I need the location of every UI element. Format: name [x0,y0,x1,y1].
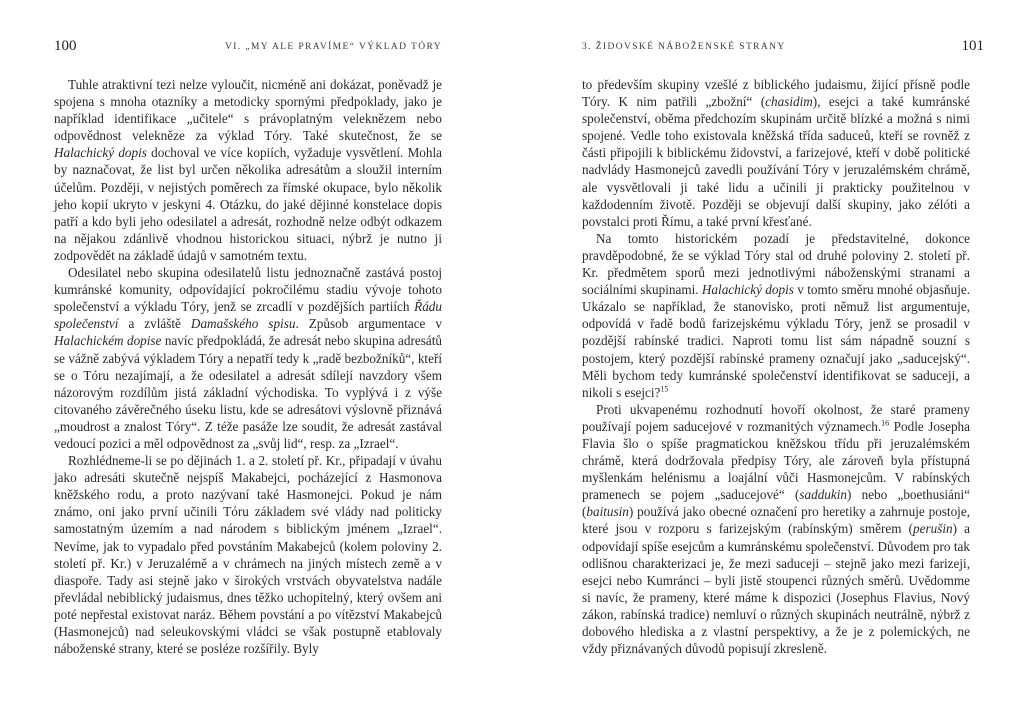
text-run: v tomto směru mnohé objasňuje. Ukázalo se například, že stanovisko, proti němuž list argumentuje, odpovídá v řadě bodů farizejskému výkladu Tóry, jenž se prosadil v pozdější rabínské tradici. Naproti tomu list sám nápadně souzní s postojem, který pozdější rabínské prameny označují jako „saducejský“. Měli bychom tedy kumránské společenství identifikovat se saduceji, a nikoli s esejci? [582,282,971,400]
italic-title: saddukin [799,487,847,503]
text-run: Odesilatel nebo skupina odesilatelů listu jednoznačně zastává postoj kumránské komunity, odpovídající pokročilému stadiu vývoje tohoto společenství a výkladu Tóry, jenž se zrcadlí v pozdějších partiích [54,265,442,315]
text-run: to především skupiny vzešlé z biblického judaismu, žijící přísně podle Tóry. K nim patřili „zbožní“ ( [582,77,970,110]
text-run: navíc předpokládá, že adresát nebo skupina adresátů se vážně zabývá výkladem Tóry a nepatří tedy k „radě bezbožníků“, kteří se o Tóru nezajímají, a že odesilatel a adresát sdílejí navzdory všem názorovým rozdílům jistá základní východiska. To vyplývá i z výše citovaného závěrečného úseku listu, kde se adresátovi výslovně přiznává „moudrost a znalost Tóry“. Z téže pasáže lze soudit, že adresát zastával vedoucí pozici a měl odpovědnost za „svůj lid“, resp. za „Izrael“. [54,333,442,451]
footnote-ref: 15 [660,384,669,394]
running-head: VI. „MY ALE PRAVÍME“ VÝKLAD TÓRY [224,42,442,52]
italic-title: Damašského spisu [190,316,296,332]
text-run: ) nebo „boethusiáni“ ( [582,487,970,520]
right-page [512,0,1024,724]
text-run: Tuhle atraktivní tezi nelze vyloučit, nicméně ani dokázat, poněvadž je spojena s mnoha otazníky a metodicky spornými předpoklady, jako je například identifikace „učitele“ s právoplatným veleknězem nebo odpovědnost velekněze za výklad Tóry. Také skutečnost, že se [54,77,442,144]
italic-title: Halachický dopis [54,145,147,161]
paragraph [582,230,970,401]
text-run: ), esejci a také kumránské společenství, oběma předchozím skupinám určitě blízké a možná s nimi spojené. Vedle toho existovala kněžská třída saduceů, kteří se rovněž z části připojili k biblickému židovství, a farizejové, kteří v době politické nadvlády Hasmonejců zavedli používání Tóry v jeruzalémském chrámě, ale vysvětlovali ji také lidu a učinili ji prakticky použitelnou v každodenním životě. Později se objevují další skupiny, jako zélóti a povstalci proti Římu, a také první křesťané. [582,94,971,229]
text-run: Rozhlédneme-li se po dějinách 1. a 2. století př. Kr., připadají v úvahu jako adresáti skutečně nejspíš Makabejci, pocházející z Hasmonova kněžského rodu, a proto nazývaní také Hasmonejci. Pokud je nám známo, oni jako první učinili Tóru základem své vlády nad politicky samostatným územím a nad národem s biblickým jménem „Izrael“. Nevíme, jak to vypadalo před povstáním Makabejců (kolem poloviny 2. století př. Kr.) v Jeruzalémě a v chrámech na jiných místech země a v diaspoře. Tady asi stejně jako v širokých vrstvách obyvatelstva nadále převládal nebiblický judaismus, dnes těžko uchopitelný, který ovšem ani poté nepřestal existovat naráz. Během povstání a po vítězství Makabejců (Hasmonejců) nad seleukovskými vládci se však postupně etablovaly náboženské strany, které se posléze rozšířily. Byly [54,453,442,657]
italic-title: Halachickém dopise [54,333,162,349]
text-run: Proti ukvapenému rozhodnutí hovoří okolnost, že staré prameny používají pojem saducejové v rozmanitých významech. [582,401,970,434]
page-number: 100 [54,38,77,54]
body-text [54,76,442,657]
paragraph [582,76,970,230]
running-head: 3. ŽIDOVSKÉ NÁBOŽENSKÉ STRANY [582,42,786,52]
paragraph [54,452,442,657]
paragraph [582,401,970,657]
italic-title: Řádu společenství [54,299,442,332]
text-run: Podle Josepha Flavia šlo o spíše pragmatickou kněžskou třídu při jeruzalémském chrámě, která dodržovala předpisy Tóry, ale zároveň byla přístupná myšlenkám helénismu a loajální vůči Hasmonejcům. V rabínských pramenech se pojem „saducejové“ ( [582,418,970,503]
paragraph [54,76,442,264]
italic-title: baitusin [586,504,629,520]
page-number: 101 [961,38,984,54]
text-run: Na tomto historickém pozadí je představitelné, dokonce pravděpodobné, že se výklad Tóry stal od druhé poloviny 2. století př. Kr. předmětem sporů mezi jednotlivými náboženskými stranami a sociálními skupinami. [582,230,970,298]
text-run: dochoval ve více kopiích, vyžaduje vysvětlení. Mohla by naznačovat, že list byl určen několika adresátům a sloužil interním účelům. Později, v nejistých poměrech za římské okupace, bylo několik jeho kopií ukryto v jeskyni 4. Otázku, do jaké dějinné konstelace dopis patří a kdo byli jeho odesilatel a adresát, rozhodně nelze odbýt odkazem na nějakou zdánlivě vhodnou historickou situaci, nýbrž je nutno ji zodpovědět na základě údajů v samotném textu. [54,145,442,263]
text-run: a zvláště [118,316,191,332]
paragraph [54,264,442,452]
italic-title: perušin [913,521,953,537]
text-run: . Způsob argumentace v [295,316,443,332]
text-run: ) a odpovídají spíše esejcům a kumránskému společenství. Důvodem pro tak odlišnou charakterizaci je, že mezi saduceji – stejně jako mezi farizeji, esejci nebo Kumránci – byli jistě stoupenci různých směrů. Uvědomme si navíc, že prameny, které máme k dispozici (Josephus Flavius, Nový zákon, rabínská tradice) nemluví o různých skupinách neutrálně, nýbrž z dobového hlediska a z vlastní perspektivy, a že je z polemických, ne vždy přiznávaných důvodů popisují zkresleně. [582,521,970,657]
text-run: ) používá jako obecné označení pro heretiky a zahrnuje postoje, které jsou v rozporu s farizejským (rabínským) směrem ( [582,504,970,537]
italic-title: chasidim [765,94,813,110]
italic-title: Halachický dopis [701,282,794,298]
body-text [582,76,970,657]
footnote-ref: 16 [881,418,890,428]
